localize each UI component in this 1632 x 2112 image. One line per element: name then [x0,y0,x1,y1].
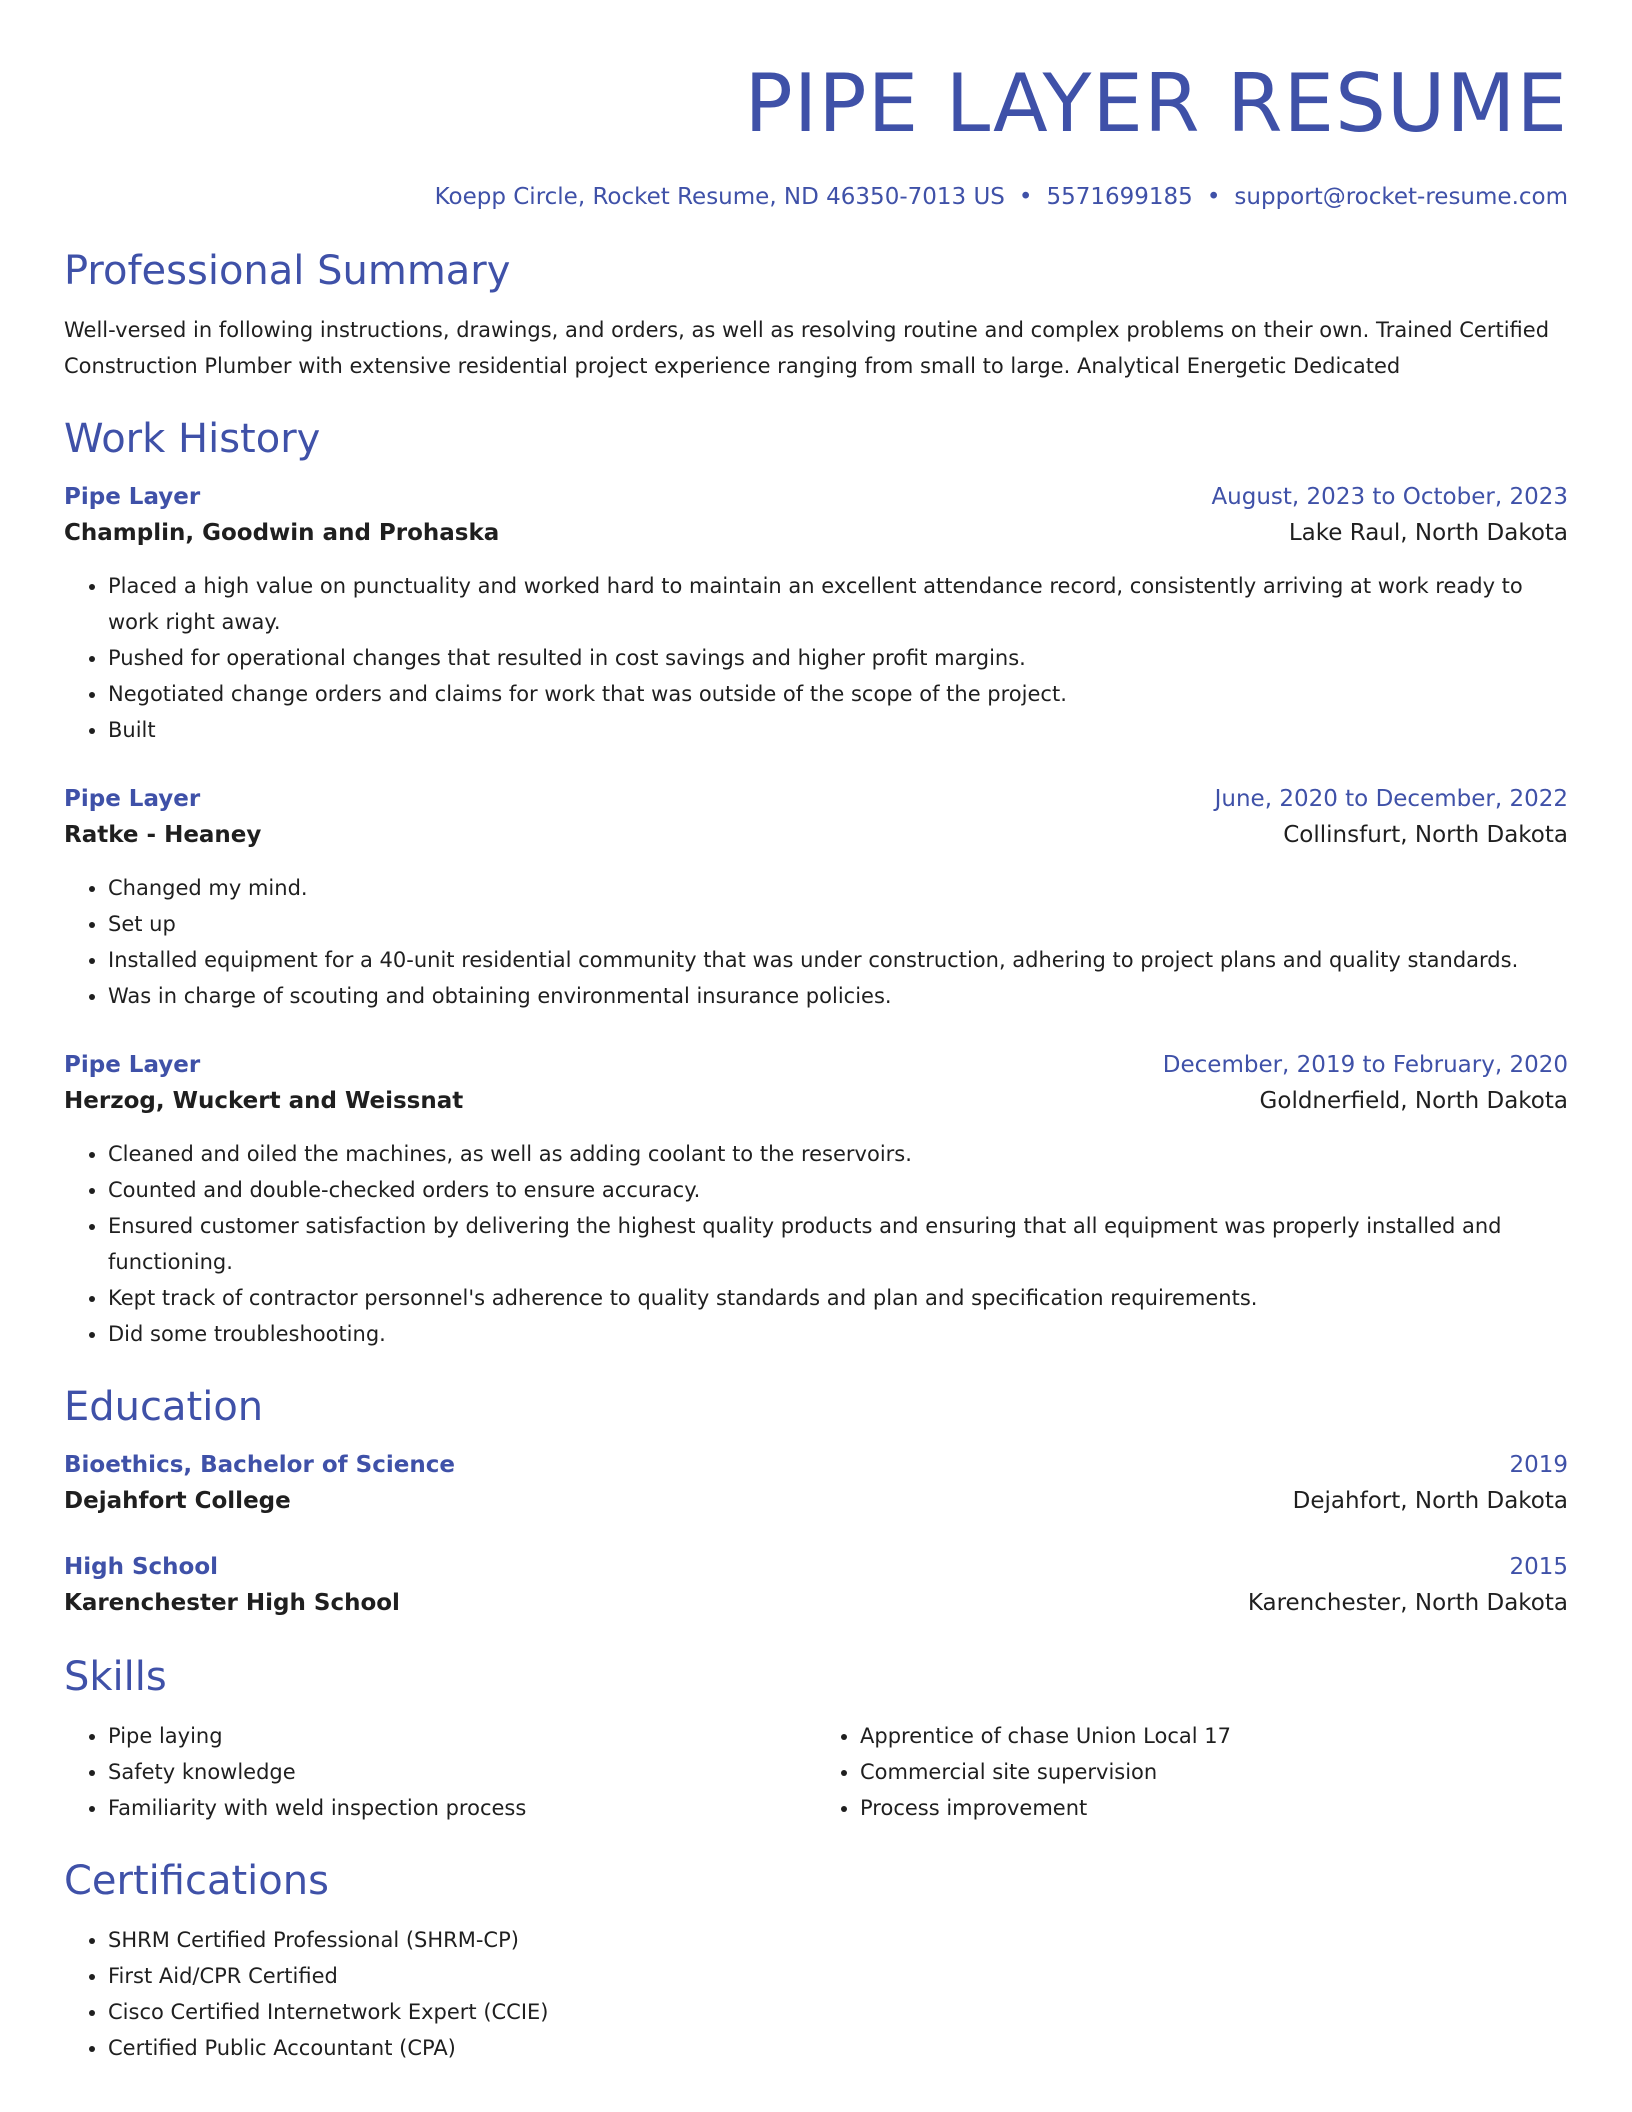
skill-item: • Pipe laying [108,1718,816,1754]
job-entry [64,480,1568,748]
job-bullets [64,870,1568,1014]
skills-column-left [64,1718,816,1826]
resume-title: PIPE LAYER RESUME [744,57,1568,150]
job-bullets [64,1136,1568,1352]
summary-heading: Professional Summary [64,248,511,294]
job-bullet: • Negotiated change orders and claims for work that was outside of the scope of the project. [108,676,1568,712]
job-bullet: • Placed a high value on punctuality and worked hard to maintain an excellent attendance record, consistently arriving at work ready to work right away. [108,568,1568,640]
skill-item: • Apprentice of chase Union Local 17 [860,1718,1568,1754]
education-year: 2019 [1509,1452,1568,1478]
resume-header [64,56,1568,212]
education-entry [64,1550,1568,1622]
certification-item: • First Aid/CPR Certified [108,1958,1568,1994]
skill-item: • Safety knowledge [108,1754,816,1790]
skills-section [64,1652,1568,1826]
job-entry [64,1048,1568,1352]
certification-item: • Certified Public Accountant (CPA) [108,2030,1568,2066]
skill-item: • Familiarity with weld inspection process [108,1790,816,1826]
contact-separator: • [1206,184,1221,210]
job-bullet: • Built [108,712,1568,748]
job-location: Lake Raul, North Dakota [1288,520,1568,546]
contact-address: Koepp Circle, Rocket Resume, ND 46350-7013 US [434,184,1005,210]
skills-grid [64,1718,1568,1826]
contact-line [64,182,1568,212]
job-entry [64,782,1568,1014]
skills-heading: Skills [64,1654,167,1700]
work-history-heading: Work History [64,416,321,462]
education-section [64,1382,1568,1622]
job-company: Ratke - Heaney [64,822,262,848]
summary-text: Well-versed in following instructions, drawings, and orders, as well as resolving routine and complex problems on their own. Trained Certified Construction Plumber with extensive residential project experience ranging from small to large. Analytical Energetic Dedicated [64,318,1550,378]
certifications-list [64,1922,1568,2066]
contact-phone: 5571699185 [1046,184,1193,210]
education-entry [64,1448,1568,1520]
certification-item: • SHRM Certified Professional (SHRM-CP) [108,1922,1568,1958]
job-bullet: • Ensured customer satisfaction by delivering the highest quality products and ensuring that all equipment was properly installed and functioning. [108,1208,1568,1280]
education-heading: Education [64,1384,264,1430]
job-bullet: • Counted and double-checked orders to ensure accuracy. [108,1172,1568,1208]
job-title: Pipe Layer [64,1052,201,1078]
job-bullet: • Pushed for operational changes that resulted in cost savings and higher profit margins. [108,640,1568,676]
job-location: Goldnerfield, North Dakota [1259,1088,1568,1114]
skills-column-right [816,1718,1568,1826]
contact-email[interactable]: support@rocket-resume.com [1234,184,1568,210]
job-location: Collinsfurt, North Dakota [1283,822,1568,848]
job-bullet: • Was in charge of scouting and obtaining environmental insurance policies. [108,978,1568,1014]
contact-separator: • [1018,184,1033,210]
education-location: Karenchester, North Dakota [1247,1590,1568,1616]
job-dates: June, 2020 to December, 2022 [1214,786,1568,812]
skill-item: • Process improvement [860,1790,1568,1826]
job-title: Pipe Layer [64,484,201,510]
job-bullet: • Cleaned and oiled the machines, as well as adding coolant to the reservoirs. [108,1136,1568,1172]
certifications-heading: Certifications [64,1858,329,1904]
job-bullets [64,568,1568,748]
job-bullet: • Kept track of contractor personnel's adherence to quality standards and plan and specification requirements. [108,1280,1568,1316]
education-degree: High School [64,1554,219,1580]
job-title: Pipe Layer [64,786,201,812]
job-company: Herzog, Wuckert and Weissnat [64,1088,464,1114]
skill-item: • Commercial site supervision [860,1754,1568,1790]
job-bullet: • Did some troubleshooting. [108,1316,1568,1352]
work-history-section [64,414,1568,1352]
job-company: Champlin, Goodwin and Prohaska [64,520,500,546]
job-bullet: • Changed my mind. [108,870,1568,906]
education-school: Karenchester High School [64,1590,400,1616]
certification-item: • Cisco Certified Internetwork Expert (CCIE) [108,1994,1568,2030]
certifications-section [64,1856,1568,2066]
job-dates: December, 2019 to February, 2020 [1162,1052,1568,1078]
job-bullet: • Set up [108,906,1568,942]
education-school: Dejahfort College [64,1488,291,1514]
education-year: 2015 [1509,1554,1568,1580]
job-dates: August, 2023 to October, 2023 [1211,484,1568,510]
education-location: Dejahfort, North Dakota [1292,1488,1568,1514]
education-degree: Bioethics, Bachelor of Science [64,1452,455,1478]
job-bullet: • Installed equipment for a 40-unit residential community that was under construction, adhering to project plans and quality standards. [108,942,1568,978]
